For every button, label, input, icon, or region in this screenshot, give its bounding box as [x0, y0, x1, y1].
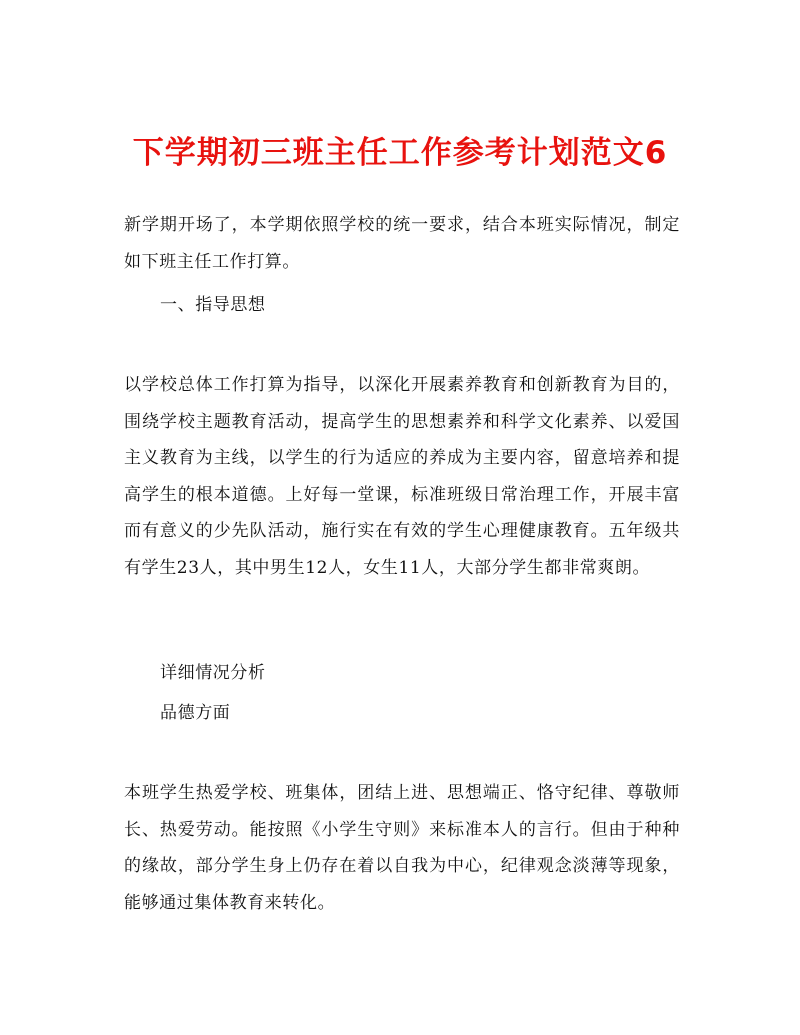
section-heading-moral-aspect: 品德方面: [160, 703, 231, 723]
section-heading-situation-analysis: 详细情况分析: [160, 663, 266, 683]
intro-paragraph: 新学期开场了，本学期依照学校的统一要求，结合本班实际情况，制定如下班主任工作打算。: [124, 215, 680, 272]
moral-aspect-paragraph: 本班学生热爱学校、班集体，团结上进、思想端正、恪守纪律、尊敬师长、热爱劳动。能按照《小学生守则》来标准本人的言行。但由于种种的缘故，部分学生身上仍存在着以自我为中心，纪律观念淡薄等现象，能够通过集体教育来转化。: [124, 783, 680, 913]
guiding-thought-paragraph: 以学校总体工作打算为指导，以深化开展素养教育和创新教育为目的，围绕学校主题教育活动，提高学生的思想素养和科学文化素养、以爱国主义教育为主线，以学生的行为适应的养成为主要内容，留意培养和提高学生的根本道德。上好每一堂课，标准班级日常治理工作，开展丰富而有意义的少先队活动，施行实在有效的学生心理健康教育。五年级共有学生23人，其中男生12人，女生11人，大部分学生都非常爽朗。: [124, 375, 680, 578]
document-title: 下学期初三班主任工作参考计划范文6: [132, 134, 668, 171]
section-heading-guiding-thought: 一、指导思想: [160, 295, 266, 315]
